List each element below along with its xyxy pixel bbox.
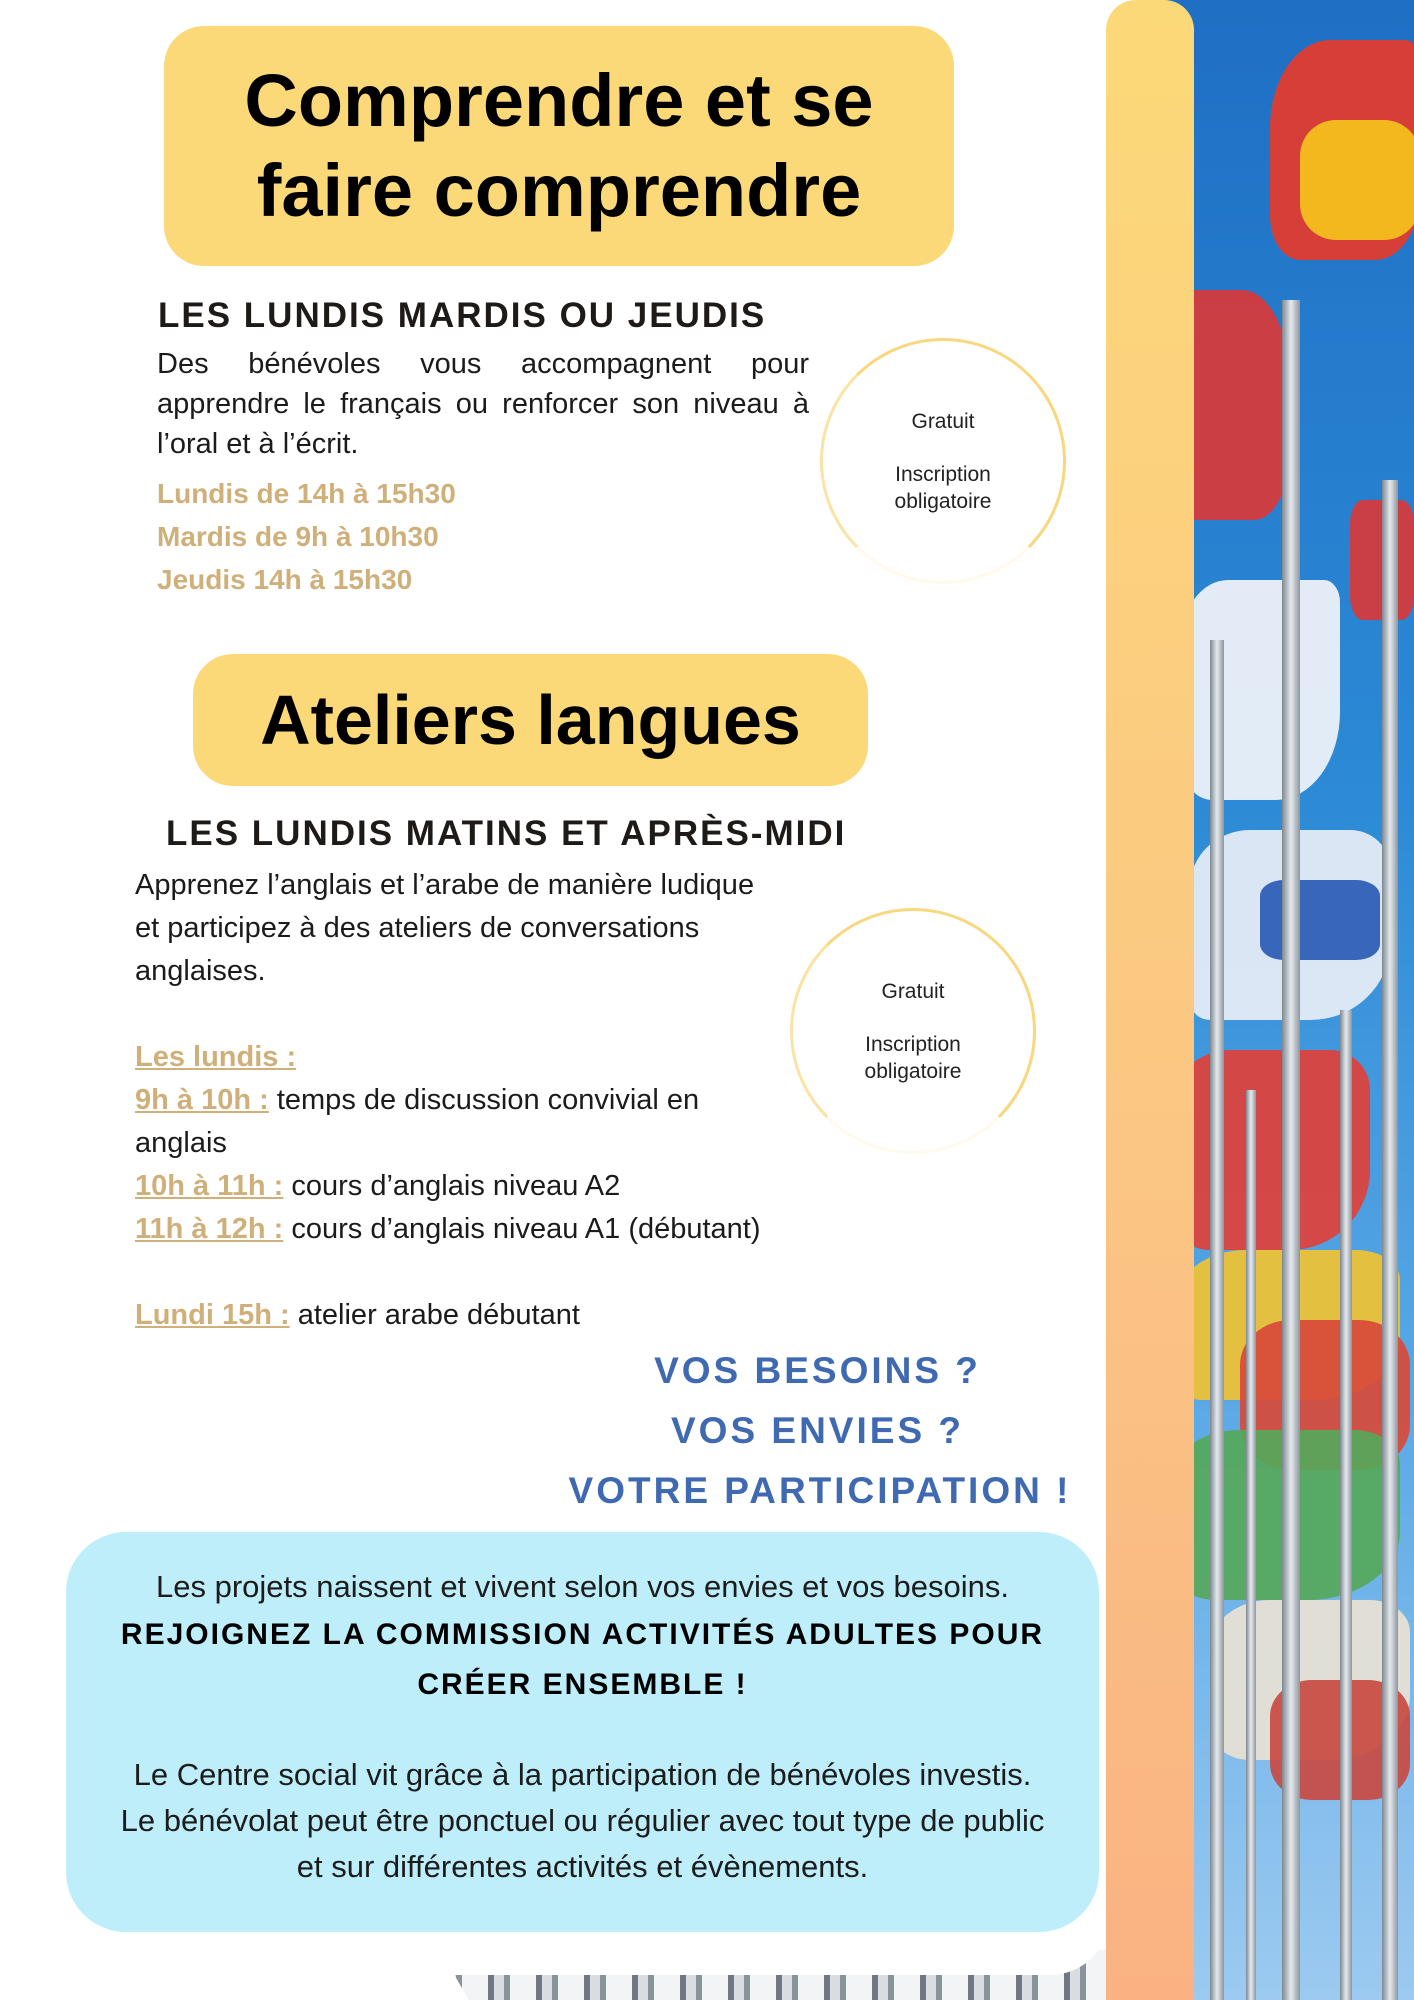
section1-subtitle: LES LUNDIS MARDIS OU JEUDIS [158,296,767,335]
flag-pole [1246,1090,1256,2000]
slot-activity-continued: anglais [135,1127,227,1159]
flag-pole [1382,480,1398,2000]
section2-badge [790,908,1036,1154]
schedule-line: Jeudis 14h à 15h30 [157,564,413,595]
badge-price: Gratuit [911,409,975,433]
extra-activity: atelier arabe débutant [297,1299,580,1331]
flag-pole [1340,1010,1352,2000]
flag-shape [1300,120,1414,240]
info-box [66,1532,1099,1932]
badge-price: Gratuit [881,979,945,1003]
flag-pole [1282,300,1300,2000]
section2-description [135,864,855,993]
slot-activity: cours d’anglais niveau A2 [291,1170,621,1202]
slot-time: 10h à 11h : [135,1170,284,1202]
section1-title: Comprendre et se faire comprendre [164,26,954,266]
flag-shape [1260,880,1380,960]
badge-registration: Inscription obligatoire [864,1032,962,1083]
section2-title: Ateliers langues [193,654,868,786]
info-cta: REJOIGNEZ LA COMMISSION ACTIVITÉS ADULTES POUR [120,1618,1045,1651]
slot-activity: cours d’anglais niveau A1 (débutant) [291,1213,761,1245]
section1-description: Des bénévoles vous accompagnent pour apprendre le français ou renforcer son niveau à l’oral et à l’écrit. [157,348,809,460]
slot-time: 11h à 12h : [135,1213,284,1245]
flag-shape [1180,580,1340,800]
description-line: et participez à des ateliers de conversations [135,912,700,944]
info-cta: CRÉER ENSEMBLE ! [417,1668,748,1701]
info-paragraph: Le Centre social vit grâce à la participation de bénévoles investis. [133,1757,1032,1792]
description-line: anglaises. [135,955,266,987]
schedule-line: Lundis de 14h à 15h30 [157,478,456,509]
info-paragraph: Le bénévolat peut être ponctuel ou régulier avec tout type de public [120,1803,1045,1838]
flag-pole [1210,640,1224,2000]
section1-schedule [157,472,456,601]
callout-wishes: VOS ENVIES ? [670,1410,964,1451]
section1-badge [820,338,1066,584]
extra-time: Lundi 15h : [135,1299,290,1331]
description-line: Apprenez l’anglais et l’arabe de manière ludique [135,869,755,901]
callout-participation: VOTRE PARTICIPATION ! [568,1470,1072,1511]
days-label: Les lundis : [135,1041,297,1073]
callout-needs: VOS BESOINS ? [654,1350,981,1391]
info-paragraph: et sur différentes activités et évènements. [296,1849,869,1884]
schedule-line: Mardis de 9h à 10h30 [157,521,439,552]
decorative-strip [1106,0,1194,2000]
badge-registration: Inscription obligatoire [894,462,992,513]
slot-time: 9h à 10h : [135,1084,269,1116]
section2-schedule [135,1036,855,1337]
info-line: Les projets naissent et vivent selon vos envies et vos besoins. [156,1569,1009,1604]
section2-subtitle: LES LUNDIS MATINS ET APRÈS-MIDI [166,814,847,853]
slot-activity: temps de discussion convivial en [276,1084,700,1116]
